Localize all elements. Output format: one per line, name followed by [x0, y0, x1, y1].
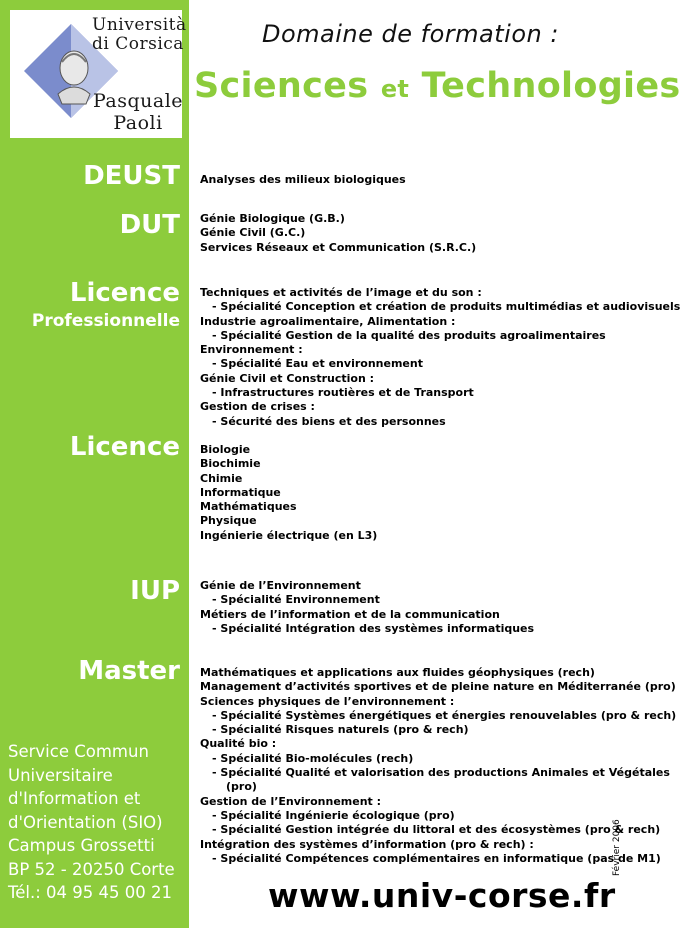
list-item: - Sécurité des biens et des personnes	[212, 414, 446, 428]
contact-phone: Tél.: 04 95 45 00 21	[8, 883, 173, 902]
header-title-et: et	[380, 75, 410, 103]
logo-paoli-line1: Pasquale	[92, 90, 184, 112]
publication-date: Février 2006	[612, 819, 622, 876]
list-item: - Spécialité Ingénierie écologique (pro)	[212, 808, 455, 822]
list-item: - Spécialité Intégration des systèmes informatiques	[212, 621, 535, 635]
list-item: - Spécialité Bio-molécules (rech)	[212, 751, 414, 765]
list-item: Mathématiques et applications aux fluides géophysiques (rech)	[200, 666, 595, 679]
logo-paoli-name	[92, 90, 184, 134]
sio-contact-block	[8, 740, 188, 905]
list-item: Ingénierie électrique (en L3)	[200, 528, 378, 542]
contact-line: d'Information et	[8, 789, 141, 808]
section-label-deust: DEUST	[83, 161, 180, 191]
header-title	[194, 66, 681, 106]
list-item: - Spécialité Systèmes énergétiques et énergies renouvelables (pro & rech)	[212, 708, 677, 722]
contact-line: BP 52 - 20250 Corte	[8, 859, 175, 879]
list-item: Techniques et activités de l’image et du son :	[200, 286, 482, 299]
list-item: Sciences physiques de l’environnement :	[200, 694, 455, 708]
list-item: Chimie	[200, 471, 243, 485]
header-title-part2: Technologies	[409, 66, 681, 106]
list-item: Génie de l’Environnement	[200, 579, 361, 592]
contact-line: d'Orientation (SIO)	[8, 812, 163, 832]
list-item: Mathématiques	[200, 500, 297, 514]
list-item: - Spécialité Compétences complémentaires en informatique (pas de M1)	[212, 851, 661, 865]
section-label-licence-pro: Licence	[69, 278, 180, 308]
list-item: - Spécialité Gestion intégrée du littoral et des écosystèmes (pro & rech)	[212, 823, 661, 837]
iup-list	[200, 579, 640, 636]
list-item: Physique	[200, 514, 257, 528]
list-item: Industrie agroalimentaire, Alimentation :	[200, 314, 456, 328]
dut-list	[200, 212, 640, 255]
list-item: Analyses des milieux biologiques	[200, 173, 406, 186]
logo-univ-line1: Università	[92, 15, 187, 35]
list-item: Métiers de l’information et de la communication	[200, 607, 500, 621]
list-item: Génie Civil et Construction :	[200, 371, 375, 385]
logo-univ-line2: di Corsica	[92, 34, 184, 54]
university-logo	[10, 10, 187, 138]
section-label-dut: DUT	[119, 210, 180, 240]
list-item: Environnement :	[200, 343, 303, 357]
list-item: Biochimie	[200, 457, 261, 471]
licence-list	[200, 443, 640, 543]
section-label-licence: Licence	[69, 432, 180, 462]
list-item: Génie Biologique (G.B.)	[200, 212, 345, 225]
contact-line: Campus Grossetti	[8, 836, 155, 855]
list-item: - Infrastructures routières et de Transport	[212, 386, 474, 400]
section-label-master: Master	[78, 656, 180, 686]
list-item: Biologie	[200, 443, 251, 456]
header-domain-label: Domaine de formation :	[262, 20, 559, 48]
list-item: Gestion de crises :	[200, 400, 315, 414]
list-item: - Spécialité Gestion de la qualité des produits agroalimentaires	[212, 328, 606, 342]
deust-list	[200, 173, 640, 187]
list-item: (pro)	[226, 780, 257, 794]
list-item: Informatique	[200, 485, 281, 499]
contact-line: Service Commun	[8, 742, 149, 761]
list-item: Management d’activités sportives et de pleine nature en Méditerranée (pro)	[200, 680, 676, 694]
section-label-iup: IUP	[130, 576, 180, 606]
logo-university-name	[92, 15, 187, 54]
list-item: - Spécialité Qualité et valorisation des productions Animales et Végétales	[212, 766, 670, 780]
list-item: Gestion de l’Environnement :	[200, 794, 382, 808]
list-item: Génie Civil (G.C.)	[200, 226, 306, 240]
list-item: - Spécialité Eau et environnement	[212, 357, 423, 371]
logo-paoli-line2: Paoli	[113, 112, 163, 134]
licence-pro-list	[200, 286, 681, 429]
list-item: - Spécialité Conception et création de produits multimédias et audiovisuels	[212, 300, 681, 314]
list-item: Services Réseaux et Communication (S.R.C.)	[200, 240, 477, 254]
header-title-part1: Sciences	[194, 66, 381, 106]
list-item: - Spécialité Risques naturels (pro & rech)	[212, 723, 469, 737]
website-url: www.univ-corse.fr	[268, 876, 616, 915]
contact-line: Universitaire	[8, 765, 113, 785]
section-label-professionnelle: Professionnelle	[31, 311, 180, 331]
list-item: Qualité bio :	[200, 737, 277, 751]
master-list	[200, 666, 677, 866]
list-item: Intégration des systèmes d’information (pro & rech) :	[200, 837, 534, 851]
list-item: - Spécialité Environnement	[212, 593, 380, 607]
